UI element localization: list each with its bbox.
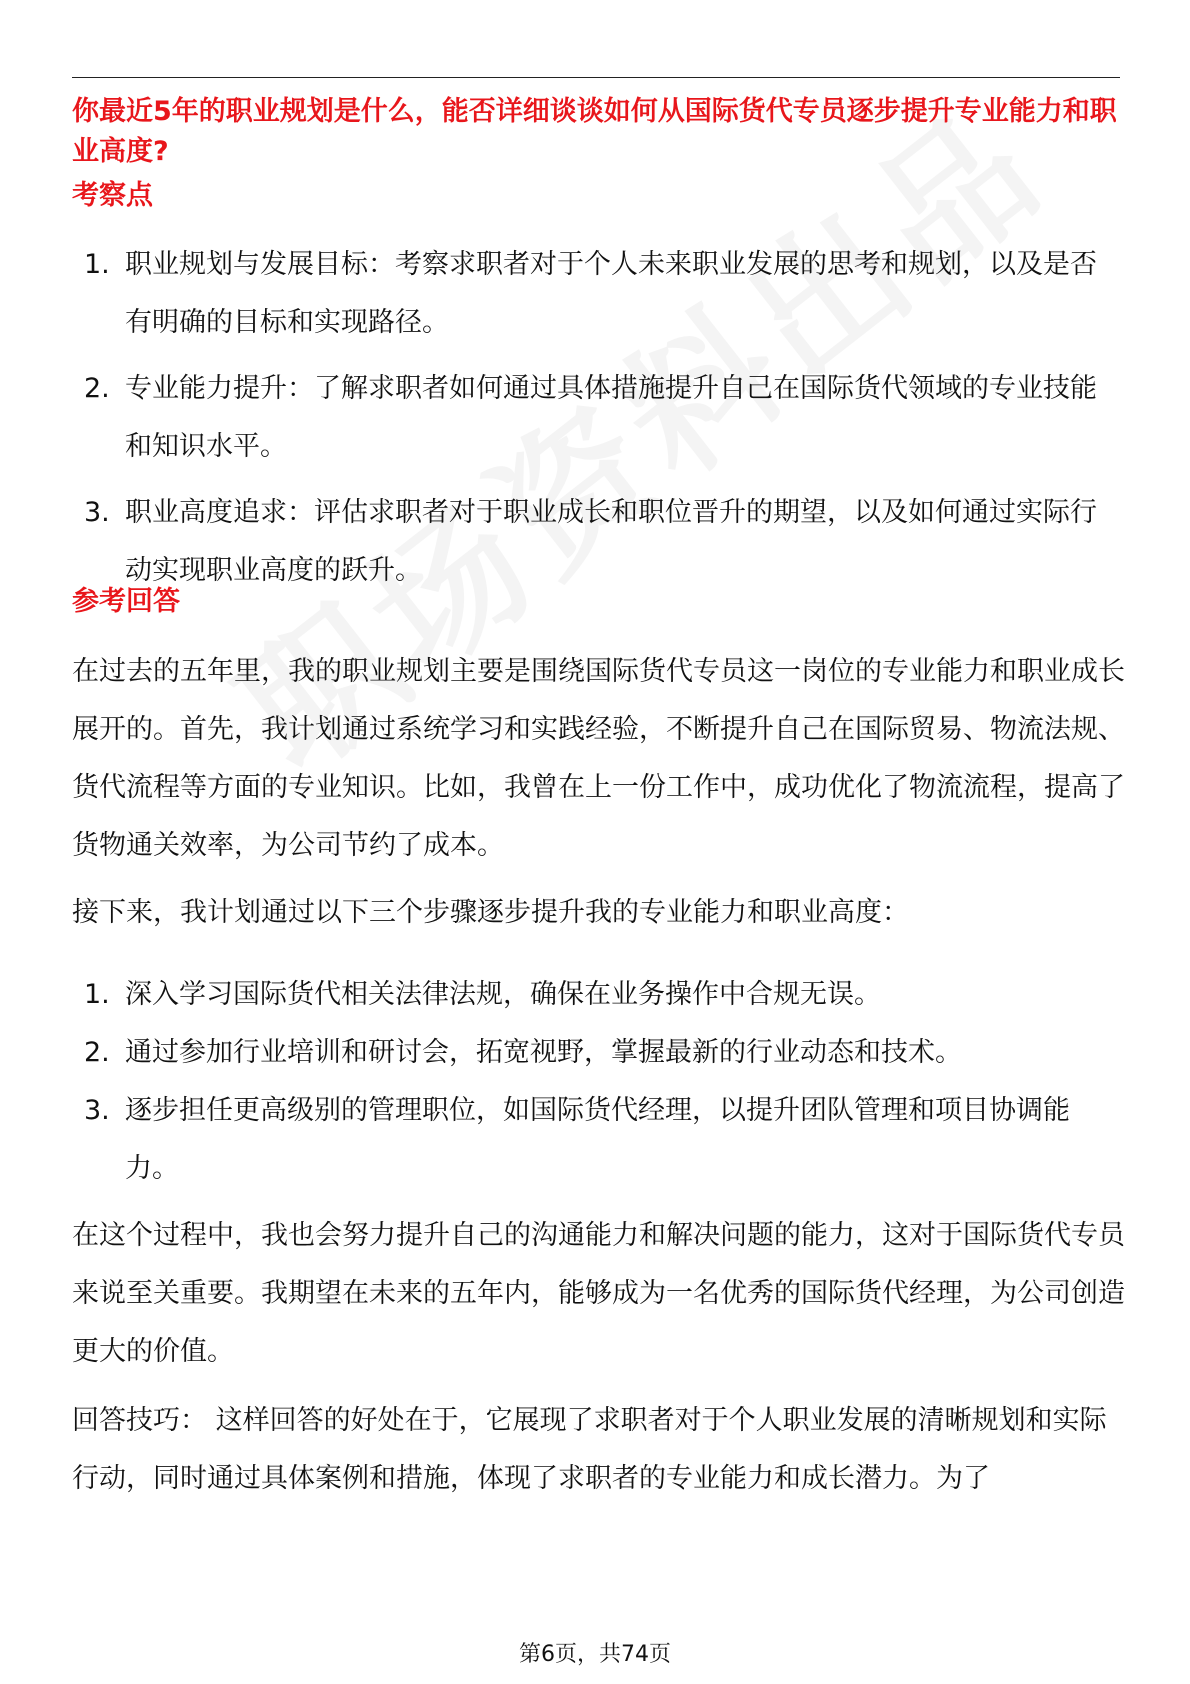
list-number: 3. [84, 1095, 110, 1126]
list-item [72, 966, 1122, 1024]
list-item [72, 236, 1122, 352]
reference-answer-heading: 参考回答 [72, 586, 180, 617]
list-item [72, 1024, 1122, 1082]
list-item-text: 专业能力提升：了解求职者如何通过具体措施提升自己在国际货代领域的专业技能和知识水平。 [125, 373, 1097, 462]
exam-points-list [72, 236, 1122, 600]
exam-points-heading: 考察点 [72, 180, 153, 211]
list-item-text: 逐步担任更高级别的管理职位，如国际货代经理，以提升团队管理和项目协调能力。 [125, 1095, 1070, 1184]
answer-paragraph-2: 接下来，我计划通过以下三个步骤逐步提升我的专业能力和职业高度： [72, 897, 909, 928]
answer-tips-paragraph: 回答技巧： 这样回答的好处在于，它展现了求职者对于个人职业发展的清晰规划和实际行动，同时通过具体案例和措施，体现了求职者的专业能力和成长潜力。为了 [72, 1405, 1107, 1494]
list-number: 3. [84, 497, 110, 528]
list-item [72, 484, 1122, 600]
list-number: 2. [84, 373, 110, 404]
list-number: 2. [84, 1037, 110, 1068]
list-number: 1. [84, 979, 110, 1010]
list-number: 1. [84, 249, 110, 280]
list-item [72, 1082, 1122, 1198]
question-title: 你最近5年的职业规划是什么，能否详细谈谈如何从国际货代专员逐步提升专业能力和职业高度? [72, 96, 1117, 167]
list-item-text: 通过参加行业培训和研讨会，拓宽视野，掌握最新的行业动态和技术。 [125, 1037, 962, 1068]
list-item-text: 深入学习国际货代相关法律法规，确保在业务操作中合规无误。 [125, 979, 881, 1010]
list-item [72, 360, 1122, 476]
answer-paragraph-1: 在过去的五年里，我的职业规划主要是围绕国际货代专员这一岗位的专业能力和职业成长展开的。首先，我计划通过系统学习和实践经验，不断提升自己在国际贸易、物流法规、货代流程等方面的专业知识。比如，我曾在上一份工作中，成功优化了物流流程，提高了货物通关效率，为公司节约了成本。 [72, 656, 1125, 861]
top-divider [72, 77, 1120, 78]
steps-list [72, 966, 1122, 1198]
page-footer: 第6页，共74页 [519, 1642, 671, 1667]
list-item-text: 职业规划与发展目标：考察求职者对于个人未来职业发展的思考和规划，以及是否有明确的目标和实现路径。 [125, 249, 1097, 338]
list-item-text: 职业高度追求：评估求职者对于职业成长和职位晋升的期望，以及如何通过实际行动实现职业高度的跃升。 [125, 497, 1097, 586]
answer-paragraph-3: 在这个过程中，我也会努力提升自己的沟通能力和解决问题的能力，这对于国际货代专员来说至关重要。我期望在未来的五年内，能够成为一名优秀的国际货代经理，为公司创造更大的价值。 [72, 1220, 1125, 1367]
